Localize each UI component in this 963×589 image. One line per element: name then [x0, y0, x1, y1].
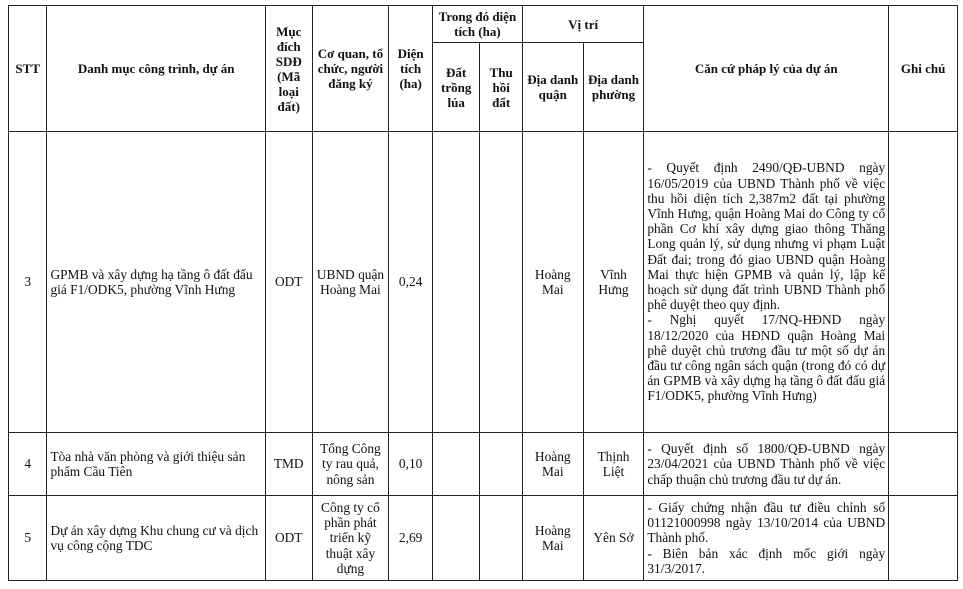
header-district: Địa danh quận — [522, 43, 583, 132]
header-rice-land: Đất trồng lúa — [432, 43, 480, 132]
header-notes: Ghi chú — [889, 6, 958, 132]
legal-item: - Biên bản xác định mốc giới ngày 31/3/2017. — [647, 545, 886, 576]
legal-item: - Quyết định số 1800/QĐ-UBND ngày 23/04/2021 của UBND Thành phố về việc chấp thuận chủ trương đầu tư dự án. — [647, 441, 886, 487]
row-notes — [889, 496, 958, 581]
row-rice-land — [432, 132, 480, 433]
row-purpose: ODT — [265, 132, 312, 433]
row-agency: Công ty cổ phần phát triển kỹ thuật xây dựng — [312, 496, 389, 581]
table-row — [9, 132, 958, 433]
header-area: Diện tích (ha) — [389, 6, 433, 132]
row-stt: 4 — [9, 433, 47, 496]
header-stt: STT — [9, 6, 47, 132]
row-purpose: ODT — [265, 496, 312, 581]
row-notes — [889, 433, 958, 496]
row-project: Tòa nhà văn phòng và giới thiệu sản phẩm Cầu Tiên — [47, 433, 266, 496]
legal-item: - Nghị quyết 17/NQ-HĐND ngày 18/12/2020 của HĐND quận Hoàng Mai phê duyệt chủ trương đầu tư một số dự án đầu tư công ngân sách quận (trong đó có dự án GPMB và xây dựng hạ tầng ô đất đấu giá F1/ODK5, phường Vĩnh Hưng) — [647, 312, 886, 404]
header-recovered: Thu hồi đất — [480, 43, 522, 132]
row-legal-basis — [644, 496, 889, 581]
row-legal-basis — [644, 433, 889, 496]
row-recovered — [480, 433, 522, 496]
row-rice-land — [432, 433, 480, 496]
row-district: Hoàng Mai — [522, 496, 583, 581]
row-purpose: TMD — [265, 433, 312, 496]
row-project: Dự án xây dựng Khu chung cư và dịch vụ công cộng TDC — [47, 496, 266, 581]
row-area: 0,10 — [389, 433, 433, 496]
row-recovered — [480, 496, 522, 581]
row-area: 2,69 — [389, 496, 433, 581]
header-in-which: Trong đó diện tích (ha) — [432, 6, 522, 43]
row-ward: Vĩnh Hưng — [583, 132, 644, 433]
header-location: Vị trí — [522, 6, 643, 43]
row-legal-basis — [644, 132, 889, 433]
row-district: Hoàng Mai — [522, 433, 583, 496]
header-ward: Địa danh phường — [583, 43, 644, 132]
legal-item: - Giấy chứng nhận đầu tư điều chỉnh số 01121000998 ngày 13/10/2014 của UBND Thành phố. — [647, 499, 886, 546]
legal-item: - Quyết định 2490/QĐ-UBND ngày 16/05/2019 của UBND Thành phố về việc thu hồi diện tích 2,387m2 đất tại phường Vĩnh Hưng, quận Hoàng Mai do Công ty cổ phần Cơ khí xây dựng giao thông Thăng Long quản lý, sử dụng nhưng vi phạm Luật Đất đai; trong đó giao UBND quận Hoàng Mai thực hiện GPMB và quản lý, lập kế hoạch sử dụng đất trình UBND Thành phố phê duyệt theo quy định. — [647, 160, 886, 313]
row-recovered — [480, 132, 522, 433]
row-stt: 3 — [9, 132, 47, 433]
row-rice-land — [432, 496, 480, 581]
row-district: Hoàng Mai — [522, 132, 583, 433]
row-agency: Tổng Công ty rau quả, nông sản — [312, 433, 389, 496]
table-row — [9, 496, 958, 581]
row-ward: Thịnh Liệt — [583, 433, 644, 496]
row-agency: UBND quận Hoàng Mai — [312, 132, 389, 433]
row-project: GPMB và xây dựng hạ tầng ô đất đấu giá F1/ODK5, phường Vĩnh Hưng — [47, 132, 266, 433]
land-use-plan-table — [8, 5, 958, 581]
header-project: Danh mục công trình, dự án — [47, 6, 266, 132]
row-area: 0,24 — [389, 132, 433, 433]
header-agency: Cơ quan, tổ chức, người đăng ký — [312, 6, 389, 132]
header-purpose: Mục đích SDĐ (Mã loại đất) — [265, 6, 312, 132]
row-ward: Yên Sở — [583, 496, 644, 581]
row-notes — [889, 132, 958, 433]
row-stt: 5 — [9, 496, 47, 581]
header-legal-basis: Căn cứ pháp lý của dự án — [644, 6, 889, 132]
table-row — [9, 433, 958, 496]
